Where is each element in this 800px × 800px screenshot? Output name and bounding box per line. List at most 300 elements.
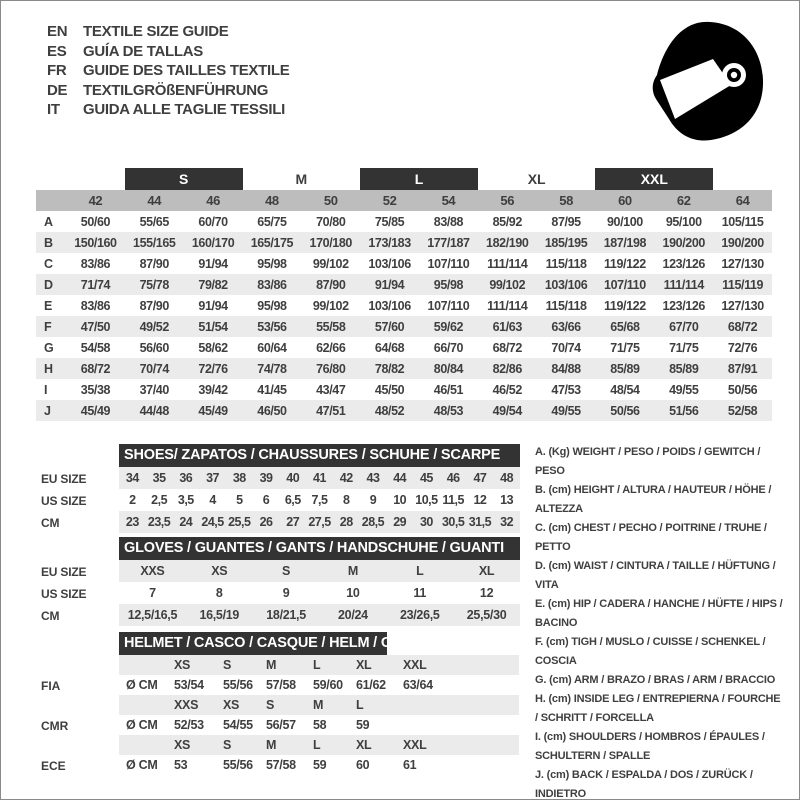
- cell: 83/86: [80, 298, 111, 313]
- cell: 71/75: [610, 340, 640, 355]
- table-row: [36, 337, 772, 358]
- cell: 10,5: [415, 493, 438, 507]
- cell: 82/86: [492, 361, 522, 376]
- cell: 59/62: [433, 319, 464, 334]
- cell: 53/54: [174, 678, 204, 692]
- size-band-m: M: [295, 171, 308, 187]
- cell: 54/58: [80, 340, 111, 355]
- cell: 50/60: [80, 214, 111, 229]
- cell: 46: [446, 471, 460, 485]
- table-row: [36, 400, 772, 421]
- language-title-list: [47, 22, 289, 120]
- size-column-header: 44: [147, 193, 162, 208]
- size-band-row: [36, 168, 772, 190]
- cell: 28: [339, 515, 353, 529]
- unit-cell: Ø CM: [126, 678, 158, 692]
- cell: 87/90: [316, 277, 346, 292]
- legend-item: H. (cm) INSIDE LEG / ENTREPIERNA / FOURCHE / SCHRITT / FORCELLA: [535, 693, 781, 724]
- cell: 45/49: [80, 403, 111, 418]
- table-row: [119, 489, 520, 511]
- cell: 71/74: [80, 277, 111, 292]
- cell: 27: [286, 515, 300, 529]
- cell: 62/66: [316, 340, 346, 355]
- cell: 61/62: [356, 678, 386, 692]
- cell: 72/76: [727, 340, 758, 355]
- cell: 71/75: [669, 340, 699, 355]
- cell: 87/91: [727, 361, 758, 376]
- cell: 87/95: [551, 214, 581, 229]
- language-code: FR: [47, 62, 67, 80]
- language-title-row: [47, 61, 289, 81]
- row-label: A: [44, 214, 54, 229]
- cell: 46/52: [492, 382, 522, 397]
- row-label: C: [44, 256, 54, 271]
- row-label: D: [44, 277, 54, 292]
- cell: 85/92: [492, 214, 522, 229]
- cell: 55/65: [139, 214, 169, 229]
- cell: 83/88: [433, 214, 464, 229]
- cell: 80/84: [433, 361, 464, 376]
- measurement-legend: [535, 443, 785, 800]
- size-header: XS: [174, 738, 191, 752]
- cell: 12,5/16,5: [127, 608, 178, 622]
- language-title-row: [47, 42, 289, 62]
- cell: 103/106: [544, 277, 588, 292]
- cell: 70/80: [316, 214, 346, 229]
- cell: 48/53: [433, 403, 464, 418]
- cell: 74/78: [257, 361, 287, 376]
- cell: 26: [259, 515, 273, 529]
- guide-title: GUIDA ALLE TAGLIE TESSILI: [83, 101, 285, 119]
- cell: 70/74: [139, 361, 169, 376]
- cell: 60/70: [198, 214, 228, 229]
- gloves-row-labels: [41, 561, 86, 627]
- cell: 119/122: [604, 256, 646, 271]
- cell: 57/58: [266, 678, 296, 692]
- size-header: XS: [223, 698, 240, 712]
- measurement-rows: [36, 211, 772, 421]
- unit-cell: Ø CM: [126, 758, 158, 772]
- row-label: E: [44, 298, 53, 313]
- legend-item: I. (cm) SHOULDERS / HOMBROS / ÉPAULES / SCHULTERN / SPALLE: [535, 731, 765, 762]
- cell: 10: [393, 493, 407, 507]
- cell: 6,5: [284, 493, 301, 507]
- size-column-header: 48: [265, 193, 279, 208]
- size-header: XXL: [403, 738, 427, 752]
- cell: 13: [500, 493, 514, 507]
- cell: 177/187: [427, 235, 470, 250]
- cell: 49/55: [669, 382, 699, 397]
- table-row: [36, 253, 772, 274]
- cell: 111/114: [487, 256, 528, 271]
- cell: 91/94: [374, 277, 405, 292]
- size-column-header: 50: [323, 193, 338, 208]
- cell: 85/89: [669, 361, 699, 376]
- cell: 12: [479, 586, 494, 600]
- size-header: L: [356, 698, 364, 712]
- row-label: G: [44, 340, 54, 355]
- cell: 42: [339, 471, 353, 485]
- helmet-data-row: [119, 755, 519, 775]
- size-header: XL: [356, 658, 372, 672]
- standard-label: ECE: [41, 759, 66, 773]
- cell: 63/64: [403, 678, 433, 692]
- cell: 48: [500, 471, 514, 485]
- cell: 45: [419, 471, 433, 485]
- cell: 23: [125, 515, 139, 529]
- cell: 61/63: [492, 319, 522, 334]
- cell: XXS: [140, 564, 165, 578]
- cell: S: [282, 564, 291, 578]
- cell: 79/82: [198, 277, 228, 292]
- size-header: XXL: [403, 658, 427, 672]
- guide-title: TEXTILE SIZE GUIDE: [83, 23, 229, 41]
- cell: 173/183: [368, 235, 411, 250]
- row-label-us-size: US SIZE: [41, 494, 87, 508]
- size-band-xxl: XXL: [595, 168, 713, 190]
- cell: 11: [413, 586, 427, 600]
- size-header: M: [266, 658, 277, 672]
- cell: 30: [419, 515, 433, 529]
- cell: 35: [152, 471, 166, 485]
- standard-label: FIA: [41, 679, 61, 693]
- cell: 58: [313, 718, 327, 732]
- legend-item: E. (cm) HIP / CADERA / HANCHE / HÜFTE / HIPS / BACINO: [535, 598, 783, 629]
- cell: 66/70: [433, 340, 464, 355]
- cell: 83/86: [80, 256, 111, 271]
- cell: 3,5: [177, 493, 194, 507]
- cell: 52/58: [727, 403, 758, 418]
- cell: 170/180: [309, 235, 352, 250]
- cell: 55/56: [223, 678, 253, 692]
- cell: 2: [129, 493, 136, 507]
- cell: 61: [403, 758, 417, 772]
- cell: 59/60: [313, 678, 343, 692]
- size-column-header: 46: [206, 193, 220, 208]
- legend-item: F. (cm) TIGH / MUSLO / CUISSE / SCHENKEL / COSCIA: [535, 636, 766, 667]
- cell: 127/130: [721, 256, 764, 271]
- size-header: S: [266, 698, 275, 712]
- cell: 155/165: [133, 235, 176, 250]
- cell: 47/50: [80, 319, 111, 334]
- shoes-table-title: SHOES/ ZAPATOS / CHAUSSURES / SCHUHE / SCARPE: [119, 444, 520, 467]
- cell: 190/200: [721, 235, 764, 250]
- cell: 68/72: [80, 361, 111, 376]
- cell: 53/56: [257, 319, 287, 334]
- cell: 107/110: [427, 298, 470, 313]
- cell: 68/72: [727, 319, 758, 334]
- helmet-size-header-row: [119, 735, 519, 755]
- helmet-standard-labels: [41, 656, 68, 776]
- cell: 9: [369, 493, 377, 507]
- cell: 55/56: [223, 758, 253, 772]
- cell: XS: [211, 564, 228, 578]
- cell: 51/54: [198, 319, 228, 334]
- helmet-size-header-row: [119, 695, 519, 715]
- cell: 75/78: [139, 277, 169, 292]
- cell: 91/94: [198, 256, 228, 271]
- size-band-s: S: [125, 168, 243, 190]
- helmet-data-row: [119, 675, 519, 695]
- cell: 16,5/19: [199, 608, 240, 622]
- row-label: F: [44, 319, 52, 334]
- language-code: ES: [47, 42, 67, 60]
- size-header: L: [313, 738, 321, 752]
- size-header: XL: [356, 738, 372, 752]
- cell: 90/100: [606, 214, 643, 229]
- cell: 5: [236, 493, 243, 507]
- legend-item: A. (Kg) WEIGHT / PESO / POIDS / GEWITCH / PESO: [535, 446, 761, 477]
- cell: 36: [179, 471, 193, 485]
- cell: 8: [215, 586, 223, 600]
- cell: 43/47: [316, 382, 346, 397]
- cell: 150/160: [74, 235, 117, 250]
- cell: M: [347, 564, 358, 578]
- cell: 45/49: [198, 403, 228, 418]
- cell: 50/56: [727, 382, 758, 397]
- cell: 83/86: [257, 277, 287, 292]
- cell: 65/75: [257, 214, 287, 229]
- cell: 46/51: [433, 382, 464, 397]
- standard-label: CMR: [41, 719, 69, 733]
- cell: 47: [473, 471, 487, 485]
- cell: 29: [393, 515, 407, 529]
- table-row: [119, 511, 520, 533]
- cell: 95/100: [665, 214, 702, 229]
- cell: 25,5/30: [466, 608, 507, 622]
- size-column-header: 52: [382, 193, 397, 208]
- size-band-xl: XL: [527, 171, 546, 187]
- cell: 95/98: [257, 298, 287, 313]
- cell: 45/50: [374, 382, 405, 397]
- cell: 107/110: [427, 256, 470, 271]
- row-label-eu-size: EU SIZE: [41, 472, 87, 486]
- cell: 67/70: [669, 319, 699, 334]
- cell: 187/198: [603, 235, 647, 250]
- cell: 57/60: [374, 319, 405, 334]
- cell: 23/26,5: [399, 608, 440, 622]
- cell: 78/82: [374, 361, 405, 376]
- row-label-us-size: US SIZE: [41, 587, 87, 601]
- legend-item: J. (cm) BACK / ESPALDA / DOS / ZURÜCK / INDIETRO: [535, 769, 753, 800]
- cell: 4: [209, 493, 216, 507]
- cell: 127/130: [721, 298, 764, 313]
- guide-title: GUÍA DE TALLAS: [83, 42, 203, 60]
- row-label: I: [44, 382, 48, 397]
- cell: 28,5: [361, 515, 385, 529]
- legend-item: D. (cm) WAIST / CINTURA / TAILLE / HÜFTUNG / VITA: [535, 560, 776, 591]
- table-row: [36, 211, 772, 232]
- cell: 84/88: [551, 361, 581, 376]
- table-row: [119, 604, 520, 626]
- table-row: [36, 295, 772, 316]
- cell: 49/54: [492, 403, 522, 418]
- cell: 72/76: [198, 361, 228, 376]
- table-row: [36, 316, 772, 337]
- gloves-rows: [119, 560, 520, 626]
- cell: 185/195: [544, 235, 588, 250]
- gloves-size-table: [119, 537, 520, 626]
- cell: 46/50: [257, 403, 287, 418]
- cell: 30,5: [441, 515, 465, 529]
- size-header: M: [313, 698, 324, 712]
- size-number-header-row: [36, 190, 772, 211]
- size-header: XS: [174, 658, 191, 672]
- size-column-header: 64: [735, 193, 750, 208]
- size-column-header: 58: [559, 193, 573, 208]
- cell: 60: [356, 758, 370, 772]
- size-band-l: L: [360, 168, 478, 190]
- helmet-table-title: HELMET / CASCO / CASQUE / HELM / CASCO: [119, 632, 387, 655]
- cell: 39: [259, 471, 273, 485]
- cell: 48/52: [374, 403, 405, 418]
- legend-item: G. (cm) ARM / BRAZO / BRAS / ARM / BRACCIO: [535, 674, 776, 686]
- helmet-data-row: [119, 715, 519, 735]
- cell: 9: [282, 586, 290, 600]
- language-code: IT: [47, 101, 60, 119]
- cell: 51/56: [669, 403, 699, 418]
- helmet-rows: [119, 655, 519, 775]
- size-header: M: [266, 738, 277, 752]
- guide-title: GUIDE DES TAILLES TEXTILE: [83, 62, 290, 80]
- cell: 49/55: [551, 403, 581, 418]
- cell: 57/58: [266, 758, 296, 772]
- cell: 50/56: [610, 403, 640, 418]
- table-row: [119, 467, 520, 489]
- size-header: S: [223, 738, 232, 752]
- cell: 53: [174, 758, 188, 772]
- row-label-cm: CM: [41, 609, 60, 623]
- cell: 6: [262, 493, 270, 507]
- gloves-table-title: GLOVES / GUANTES / GANTS / HANDSCHUHE / GUANTI: [119, 537, 520, 560]
- legend-item: B. (cm) HEIGHT / ALTURA / HAUTEUR / HÖHE / ALTEZZA: [535, 484, 772, 515]
- guide-title: TEXTILGRÖßENFÜHRUNG: [83, 81, 269, 99]
- row-label: B: [44, 235, 54, 250]
- size-header: S: [223, 658, 232, 672]
- row-label-eu-size: EU SIZE: [41, 565, 87, 579]
- cell: 11,5: [442, 493, 464, 507]
- size-header: XXS: [174, 698, 199, 712]
- size-column-header: 60: [618, 193, 632, 208]
- cell: 111/114: [487, 298, 528, 313]
- table-row: [119, 560, 520, 582]
- cell: 2,5: [151, 493, 168, 507]
- cell: 44: [393, 471, 407, 485]
- cell: 60/64: [257, 340, 287, 355]
- cell: 27,5: [308, 515, 331, 529]
- cell: 52/53: [174, 718, 204, 732]
- table-row: [36, 274, 772, 295]
- cell: 20/24: [338, 608, 368, 622]
- cell: 37/40: [139, 382, 169, 397]
- cell: 7: [149, 586, 156, 600]
- cell: 105/115: [721, 214, 764, 229]
- cell: 85/89: [610, 361, 640, 376]
- cell: 115/119: [722, 277, 764, 292]
- shoes-row-labels: [41, 468, 86, 534]
- helmet-icon: [647, 19, 767, 143]
- unit-cell: Ø CM: [126, 718, 158, 732]
- cell: 95/98: [433, 277, 464, 292]
- language-title-row: [47, 81, 289, 101]
- row-label: H: [44, 361, 54, 376]
- language-title-row: [47, 100, 289, 120]
- cell: 41/45: [257, 382, 287, 397]
- cell: 24,5: [201, 515, 224, 529]
- legend-item: C. (cm) CHEST / PECHO / POITRINE / TRUHE / PETTO: [535, 522, 767, 553]
- cell: 119/122: [604, 298, 646, 313]
- standard-label-row: [41, 656, 68, 696]
- cell: 34: [125, 471, 139, 485]
- cell: 38: [232, 471, 246, 485]
- cell: 25,5: [228, 515, 251, 529]
- shoes-rows: [119, 467, 520, 533]
- textile-size-table: [36, 168, 772, 421]
- cell: 32: [500, 515, 514, 529]
- helmet-size-table: [119, 632, 519, 775]
- cell: 49/52: [139, 319, 169, 334]
- cell: 87/90: [139, 298, 169, 313]
- cell: 54/55: [223, 718, 253, 732]
- cell: XL: [478, 564, 495, 578]
- cell: 47/53: [551, 382, 581, 397]
- cell: 115/118: [545, 256, 587, 271]
- cell: 123/126: [662, 298, 705, 313]
- language-code: EN: [47, 23, 68, 41]
- standard-label-row: [41, 736, 68, 776]
- table-row: [36, 358, 772, 379]
- cell: 87/90: [139, 256, 169, 271]
- standard-label-row: [41, 696, 68, 736]
- cell: 95/98: [257, 256, 287, 271]
- cell: 24: [179, 515, 193, 529]
- cell: 76/80: [316, 361, 346, 376]
- cell: 103/106: [368, 298, 411, 313]
- cell: 12: [473, 493, 487, 507]
- cell: 35/38: [80, 382, 111, 397]
- cell: 39/42: [198, 382, 228, 397]
- cell: 10: [346, 586, 360, 600]
- shoes-size-table: [119, 444, 520, 533]
- cell: 31,5: [468, 515, 492, 529]
- cell: 165/175: [250, 235, 294, 250]
- cell: 107/110: [604, 277, 646, 292]
- cell: 59: [313, 758, 327, 772]
- cell: 56/60: [139, 340, 169, 355]
- cell: 41: [313, 471, 326, 485]
- size-column-header: 62: [676, 193, 691, 208]
- language-code: DE: [47, 81, 68, 99]
- table-row: [119, 582, 520, 604]
- cell: 43: [366, 471, 380, 485]
- size-header: L: [313, 658, 321, 672]
- cell: 75/85: [374, 214, 405, 229]
- language-title-row: [47, 22, 289, 42]
- cell: 91/94: [198, 298, 228, 313]
- cell: 44/48: [139, 403, 169, 418]
- cell: 18/21,5: [266, 608, 306, 622]
- cell: 115/118: [545, 298, 587, 313]
- cell: 8: [343, 493, 350, 507]
- table-row: [36, 379, 772, 400]
- cell: 160/170: [191, 235, 235, 250]
- row-label: J: [44, 403, 51, 418]
- cell: 7,5: [311, 493, 328, 507]
- cell: 23,5: [147, 515, 171, 529]
- cell: 47/51: [316, 403, 346, 418]
- cell: 99/102: [312, 256, 349, 271]
- cell: 70/74: [551, 340, 581, 355]
